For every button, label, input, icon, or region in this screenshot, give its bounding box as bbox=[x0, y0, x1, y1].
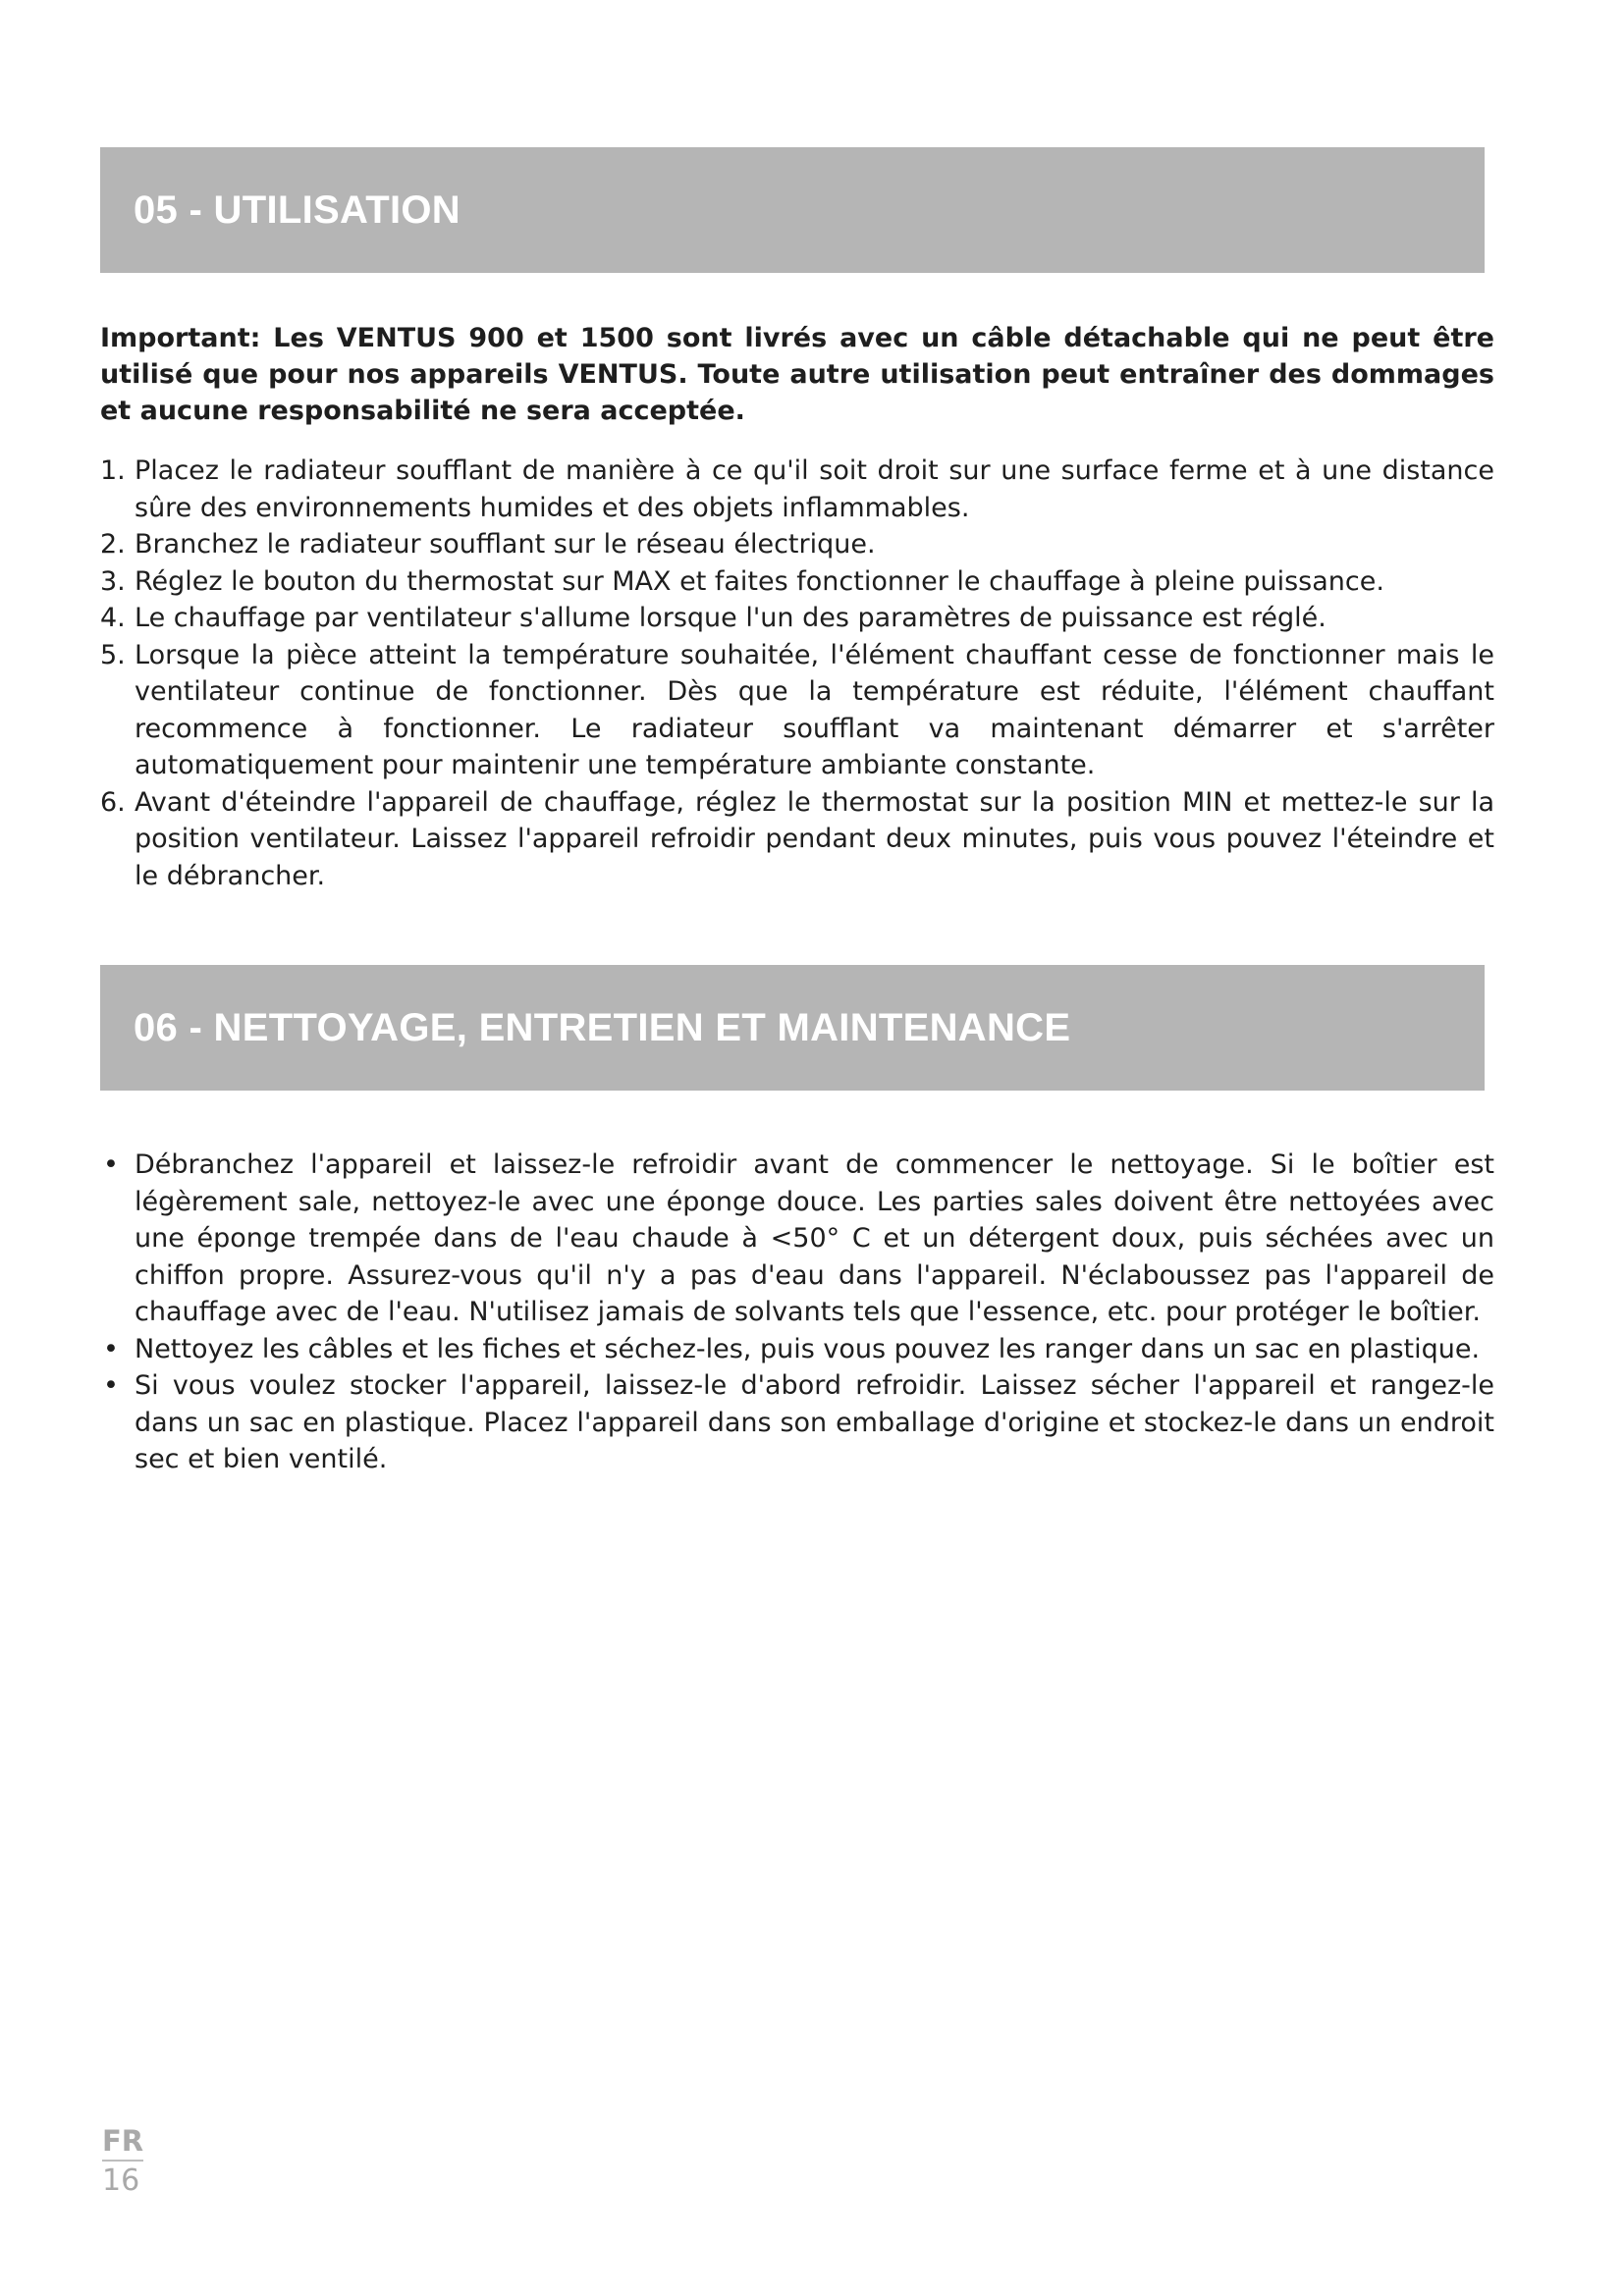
step-number: 4. bbox=[100, 603, 126, 633]
step-text: Avant d'éteindre l'appareil de chauffage, réglez le thermostat sur la position MIN et mettez-le sur la position ventilateur. Laissez l'appareil refroidir pendant deux minutes, puis vous pouvez l'éteindre et le débrancher. bbox=[135, 786, 1494, 891]
usage-step bbox=[100, 637, 1494, 784]
section-title-cleaning: 06 - NETTOYAGE, ENTRETIEN ET MAINTENANCE bbox=[134, 1005, 1071, 1049]
cleaning-item bbox=[100, 1147, 1494, 1331]
usage-steps-list bbox=[100, 453, 1494, 894]
important-notice: Important: Les VENTUS 900 et 1500 sont livrés avec un câble détachable qui ne peut être utilisé que pour nos appareils VENTUS. Toute autre utilisation peut entraîner des dommages et aucune responsabilité ne sera acceptée. bbox=[100, 323, 1494, 426]
step-number: 3. bbox=[100, 565, 126, 597]
usage-step bbox=[100, 453, 1494, 526]
step-number: 6. bbox=[100, 786, 126, 818]
language-label: FR bbox=[102, 2124, 143, 2162]
page-footer bbox=[102, 2124, 143, 2199]
bullet-icon: • bbox=[103, 1370, 119, 1401]
section-header-cleaning bbox=[100, 965, 1485, 1091]
usage-step bbox=[100, 784, 1494, 895]
bullet-icon: • bbox=[103, 1149, 119, 1180]
cleaning-item bbox=[100, 1367, 1494, 1478]
step-number: 5. bbox=[100, 639, 126, 670]
usage-step bbox=[100, 600, 1494, 637]
section-title-utilisation: 05 - UTILISATION bbox=[134, 187, 460, 232]
cleaning-bullets-list bbox=[100, 1147, 1494, 1478]
section-header-utilisation bbox=[100, 147, 1485, 273]
cleaning-text: Si vous voulez stocker l'appareil, laissez-le d'abord refroidir. Laissez sécher l'appareil et rangez-le dans un sac en plastique. Placez l'appareil dans son emballage d'origine et stockez-le dans un endroit sec et bien ventilé. bbox=[135, 1370, 1494, 1474]
step-number: 1. bbox=[100, 455, 126, 486]
step-text: Réglez le bouton du thermostat sur MAX et faites fonctionner le chauffage à pleine puissance. bbox=[135, 565, 1384, 597]
usage-step bbox=[100, 563, 1494, 601]
step-text: Le chauffage par ventilateur s'allume lorsque l'un des paramètres de puissance est réglé. bbox=[135, 603, 1326, 633]
bullet-icon: • bbox=[103, 1333, 119, 1364]
step-text: Branchez le radiateur soufflant sur le réseau électrique. bbox=[135, 529, 876, 560]
usage-step bbox=[100, 526, 1494, 563]
page-number: 16 bbox=[102, 2163, 140, 2198]
step-number: 2. bbox=[100, 529, 126, 560]
step-text: Placez le radiateur soufflant de manière à ce qu'il soit droit sur une surface ferme et à une distance sûre des environnements humides et des objets inflammables. bbox=[135, 455, 1494, 523]
step-text: Lorsque la pièce atteint la température souhaitée, l'élément chauffant cesse de fonctionner mais le ventilateur continue de fonctionner. Dès que la température est réduite, l'élément chauffant recommence à fonctionner. Le radiateur soufflant va maintenant démarrer et s'arrêter automatiquement pour maintenir une température ambiante constante. bbox=[135, 639, 1494, 780]
cleaning-text: Débranchez l'appareil et laissez-le refroidir avant de commencer le nettoyage. Si le boîtier est légèrement sale, nettoyez-le avec une éponge douce. Les parties sales doivent être nettoyées avec une éponge trempée dans de l'eau chaude à <50° C et un détergent doux, puis séchées avec un chiffon propre. Assurez-vous qu'il n'y a pas d'eau dans l'appareil. N'éclaboussez pas l'appareil de chauffage avec de l'eau. N'utilisez jamais de solvants tels que l'essence, etc. pour protéger le boîtier. bbox=[135, 1149, 1494, 1327]
cleaning-text: Nettoyez les câbles et les fiches et séchez-les, puis vous pouvez les ranger dans un sac en plastique. bbox=[135, 1333, 1481, 1364]
cleaning-item bbox=[100, 1331, 1494, 1368]
